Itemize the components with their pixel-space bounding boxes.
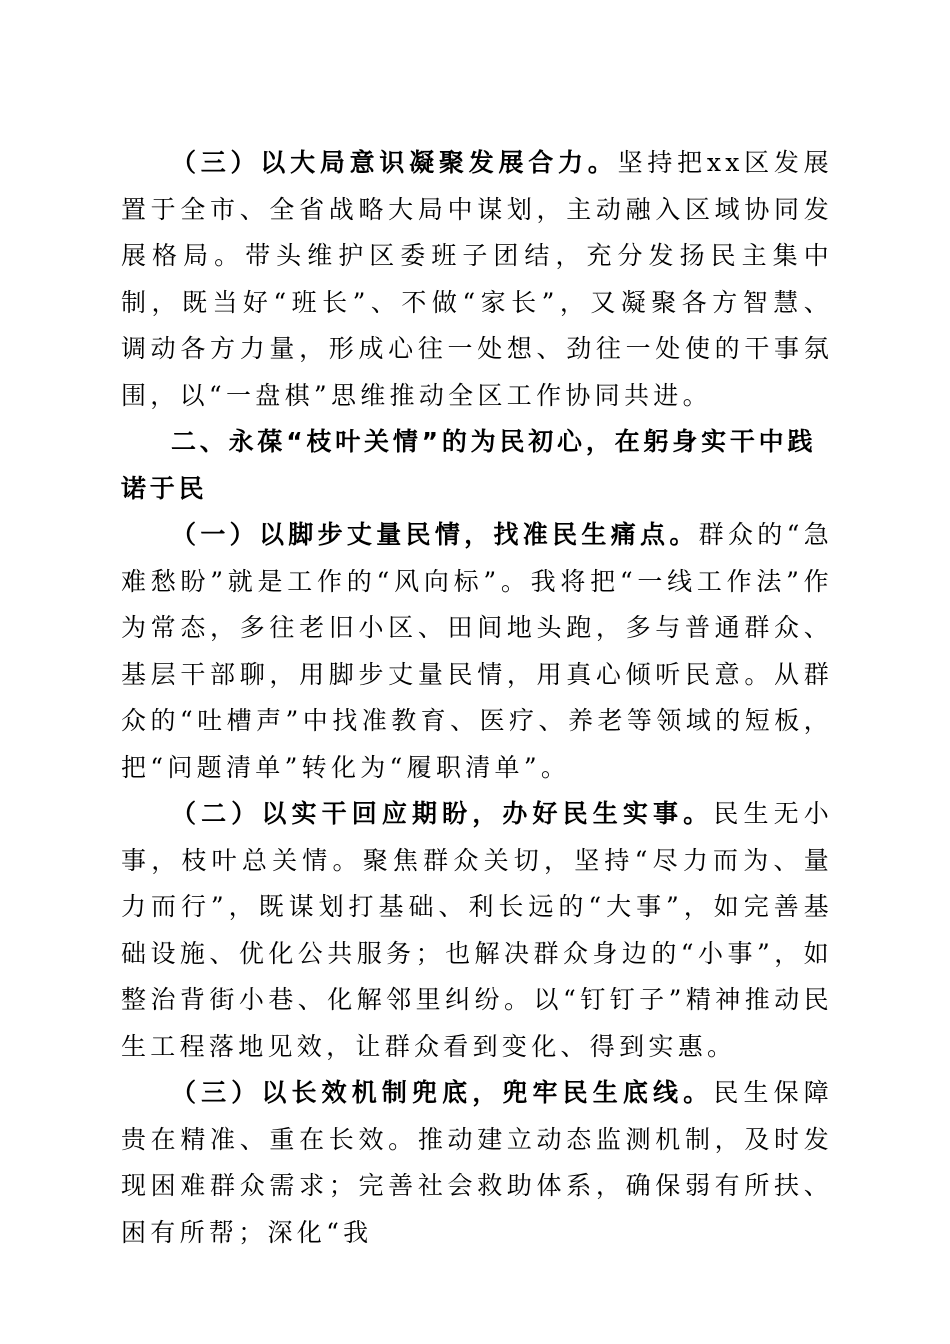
paragraph-lead: （一）以脚步丈量民情，找准民生痛点。 [171, 520, 699, 549]
section-heading-2: 二、永葆“枝叶关情”的为民初心，在躬身实干中践诺于民 [121, 427, 817, 503]
paragraph-section-1-3 [121, 140, 833, 419]
paragraph-text: 群众的“急难愁盼”就是工作的“风向标”。我将把“一线工作法”作为常态，多往老旧小区、田间地头跑，多与普通群众、基层干部聊，用脚步丈量民情，用真心倾听民意。从群众的“吐槽声”中找准教育、医疗、养老等领域的短板，把“问题清单”转化为“履职清单”。 [121, 520, 834, 782]
paragraph-text: 民生保障贵在精准、重在长效。推动建立动态监测机制，及时发现困难群众需求；完善社会救助体系，确保弱有所扶、困有所帮；深化“我 [121, 1078, 833, 1247]
paragraph-lead: （二）以实干回应期盼，办好民生实事。 [171, 799, 714, 828]
paragraph-section-2-3 [121, 1070, 833, 1256]
paragraph-text: 坚持把xx区发展置于全市、全省战略大局中谋划，主动融入区域协同发展格局。带头维护区委班子团结，充分发扬民主集中制，既当好“班长”、不做“家长”，又凝聚各方智慧、调动各方力量，形成心往一处想、劲往一处使的干事氛围，以“一盘棋”思维推动全区工作协同共进。 [121, 148, 833, 410]
document-body [121, 140, 833, 1256]
paragraph-section-2-2 [121, 791, 833, 1070]
paragraph-text: 民生无小事，枝叶总关情。聚焦群众关切，坚持“尽力而为、量力而行”，既谋划打基础、利长远的“大事”，如完善基础设施、优化公共服务；也解决群众身边的“小事”，如整治背街小巷、化解邻里纠纷。以“钉钉子”精神推动民生工程落地见效，让群众看到变化、得到实惠。 [121, 799, 833, 1061]
paragraph-section-2-1 [121, 512, 833, 791]
paragraph-lead: （三）以长效机制兜底，兜牢民生底线。 [171, 1078, 714, 1107]
paragraph-lead: （三）以大局意识凝聚发展合力。 [171, 148, 618, 177]
